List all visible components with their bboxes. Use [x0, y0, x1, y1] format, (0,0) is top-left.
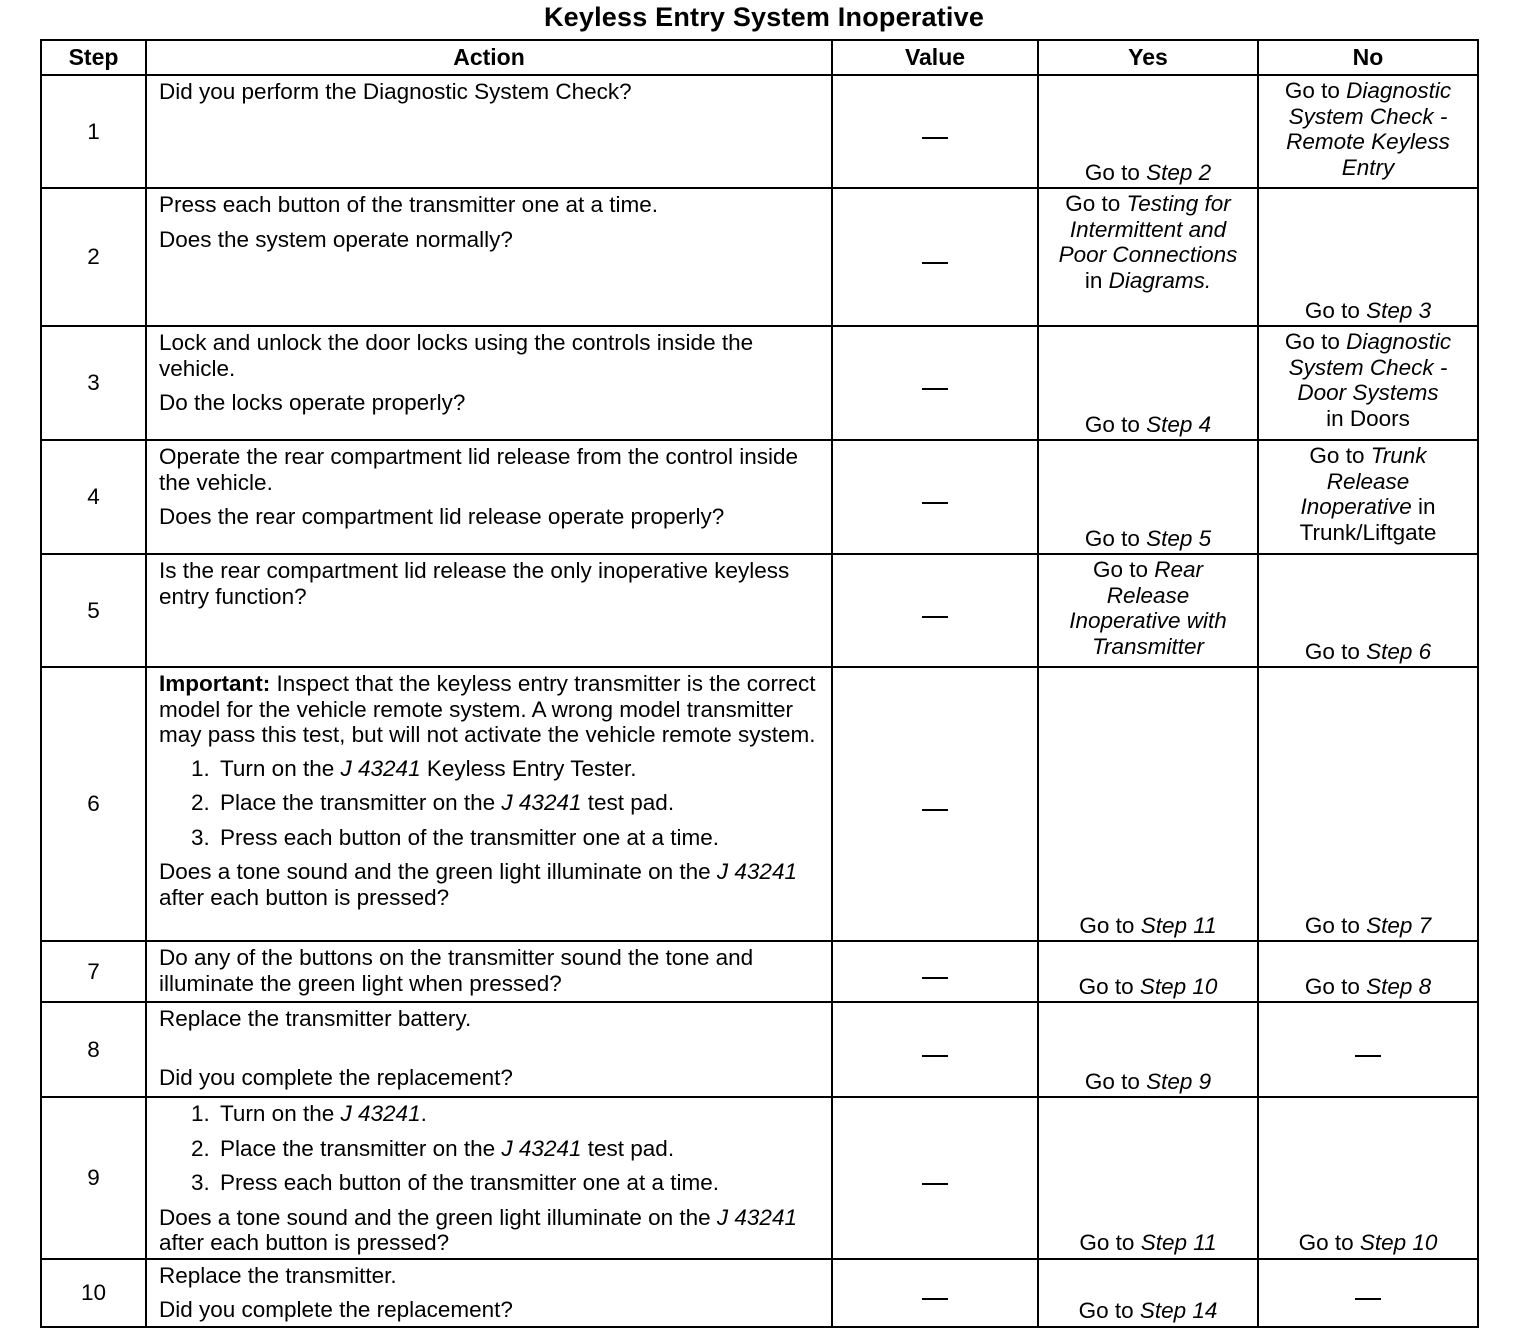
step-number: 7: [41, 941, 146, 1002]
table-row: [41, 554, 1478, 667]
dash-mark: [1355, 1298, 1381, 1300]
yes-cell: Go to Step 5: [1038, 440, 1258, 554]
action-cell: Is the rear compartment lid release the only inoperative keyless entry function?: [146, 554, 832, 667]
step-number: 3: [41, 326, 146, 440]
yes-cell: Go to Step 4: [1038, 326, 1258, 440]
dash-mark: [922, 137, 948, 139]
yes-cell: Go to Step 11: [1038, 667, 1258, 941]
header-step: Step: [41, 40, 146, 75]
table-row: [41, 75, 1478, 188]
value-cell: [832, 554, 1038, 667]
value-cell: [832, 1097, 1038, 1259]
yes-cell: Go to Rear Release Inoperative with Transmitter: [1038, 554, 1258, 667]
step-number: 6: [41, 667, 146, 941]
value-cell: [832, 941, 1038, 1002]
header-value: Value: [832, 40, 1038, 75]
action-cell: Did you perform the Diagnostic System Check?: [146, 75, 832, 188]
page-title: Keyless Entry System Inoperative: [543, 2, 985, 32]
procedure-list: [159, 1101, 819, 1196]
step-number: 4: [41, 440, 146, 554]
action-cell: 1. Turn on the J 43241. 2. Place the transmitter on the J 43241 test pad. 3. Press each button of the transmitter one at a time. Does a tone sound and the green light illuminate on the J 43241 after each button is pressed?: [146, 1097, 832, 1259]
value-cell: [832, 1259, 1038, 1327]
action-cell: Operate the rear compartment lid release from the control inside the vehicle. Does the rear compartment lid release operate properly?: [146, 440, 832, 554]
no-cell: Go to Trunk Release Inoperative in Trunk/Liftgate: [1258, 440, 1478, 554]
list-item: 3. Press each button of the transmitter one at a time.: [216, 1170, 819, 1196]
step-number: 9: [41, 1097, 146, 1259]
yes-cell: Go to Step 11: [1038, 1097, 1258, 1259]
action-cell: Do any of the buttons on the transmitter sound the tone and illuminate the green light when pressed?: [146, 941, 832, 1002]
yes-cell: Go to Step 9: [1038, 1002, 1258, 1097]
dash-mark: [922, 1055, 948, 1057]
header-no: No: [1258, 40, 1478, 75]
value-cell: [832, 188, 1038, 326]
table-row: [41, 188, 1478, 326]
value-cell: [832, 75, 1038, 188]
yes-cell: Go to Step 10: [1038, 941, 1258, 1002]
list-item: 2. Place the transmitter on the J 43241 test pad.: [216, 1136, 819, 1162]
no-cell: Go to Step 6: [1258, 554, 1478, 667]
action-cell: Replace the transmitter battery. Did you complete the replacement?: [146, 1002, 832, 1097]
table-row: [41, 1002, 1478, 1097]
header-yes: Yes: [1038, 40, 1258, 75]
yes-cell: Go to Step 2: [1038, 75, 1258, 188]
dash-mark: [922, 616, 948, 618]
dash-mark: [922, 262, 948, 264]
action-cell: Lock and unlock the door locks using the controls inside the vehicle. Do the locks operate properly?: [146, 326, 832, 440]
no-cell: Go to Step 10: [1258, 1097, 1478, 1259]
no-cell: Go to Diagnostic System Check - Door Systems in Doors: [1258, 326, 1478, 440]
header-action: Action: [146, 40, 832, 75]
no-cell: [1258, 1259, 1478, 1327]
list-item: 1. Turn on the J 43241 Keyless Entry Tester.: [216, 756, 819, 782]
table-row: [41, 941, 1478, 1002]
step-number: 8: [41, 1002, 146, 1097]
dash-mark: [922, 1183, 948, 1185]
list-item: 2. Place the transmitter on the J 43241 test pad.: [216, 790, 819, 816]
step-number: 10: [41, 1259, 146, 1327]
no-cell: Go to Step 3: [1258, 188, 1478, 326]
action-cell: Important: Inspect that the keyless entry transmitter is the correct model for the vehicle remote system. A wrong model transmitter may pass this test, but will not activate the vehicle remote system. 1. Turn on the J 43241 Keyless Entry Tester. 2. Place the transmitter on the J 43241 test pad. 3. Press each button of the transmitter one at a time. Does a tone sound and the green light illuminate on the J 43241 after each button is pressed?: [146, 667, 832, 941]
table-row: [41, 326, 1478, 440]
dash-mark: [922, 809, 948, 811]
diagnostic-table: [40, 39, 1479, 1328]
no-cell: Go to Diagnostic System Check - Remote Keyless Entry: [1258, 75, 1478, 188]
table-row: [41, 1259, 1478, 1327]
step-number: 5: [41, 554, 146, 667]
no-cell: Go to Step 7: [1258, 667, 1478, 941]
value-cell: [832, 1002, 1038, 1097]
dash-mark: [1355, 1055, 1381, 1057]
dash-mark: [922, 388, 948, 390]
procedure-list: [159, 756, 819, 851]
list-item: 1. Turn on the J 43241.: [216, 1101, 819, 1127]
step-number: 1: [41, 75, 146, 188]
dash-mark: [922, 977, 948, 979]
no-cell: [1258, 1002, 1478, 1097]
value-cell: [832, 326, 1038, 440]
step-number: 2: [41, 188, 146, 326]
no-cell: Go to Step 8: [1258, 941, 1478, 1002]
list-item: 3. Press each button of the transmitter one at a time.: [216, 825, 819, 851]
table-header-row: [41, 40, 1478, 75]
value-cell: [832, 667, 1038, 941]
value-cell: [832, 440, 1038, 554]
action-cell: Replace the transmitter. Did you complete the replacement?: [146, 1259, 832, 1327]
dash-mark: [922, 1298, 948, 1300]
yes-cell: Go to Step 14: [1038, 1259, 1258, 1327]
table-row: [41, 1097, 1478, 1259]
action-cell: Press each button of the transmitter one at a time. Does the system operate normally?: [146, 188, 832, 326]
yes-cell: Go to Testing for Intermittent and Poor Connections in Diagrams.: [1038, 188, 1258, 326]
dash-mark: [922, 502, 948, 504]
table-row: [41, 667, 1478, 941]
important-label: Important:: [159, 671, 271, 696]
table-row: [41, 440, 1478, 554]
